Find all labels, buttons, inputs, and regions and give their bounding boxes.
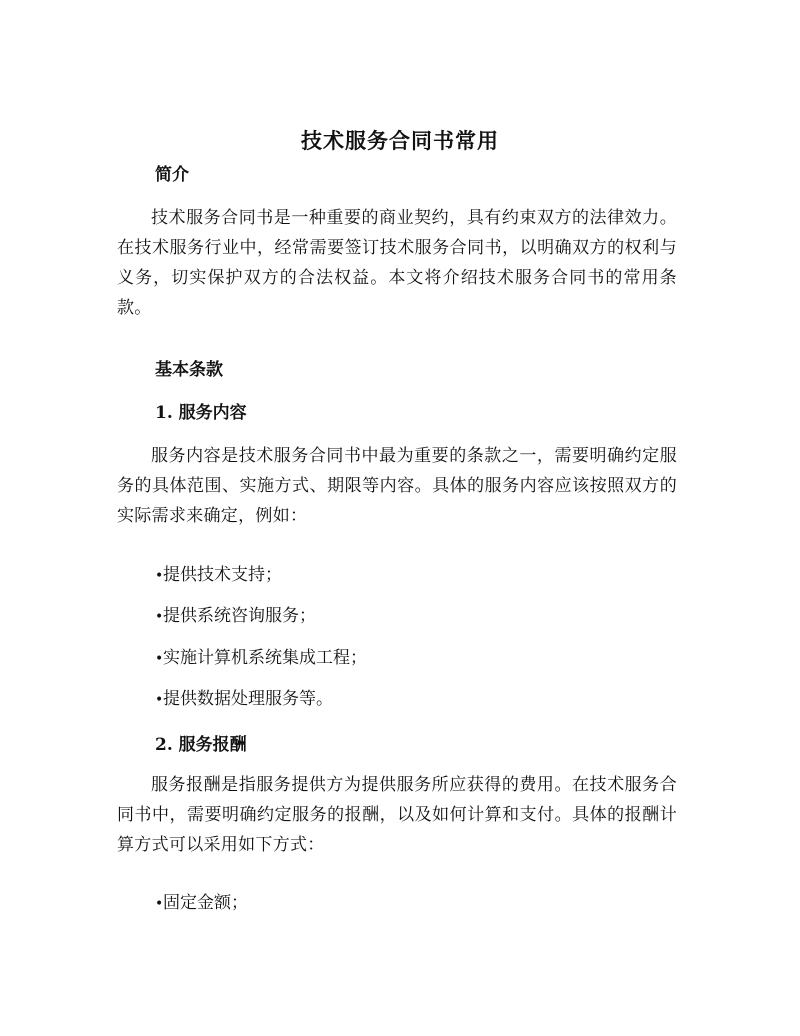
intro-heading: 简介 xyxy=(155,165,189,185)
list-item xyxy=(155,603,316,630)
bullet-icon: • xyxy=(155,692,164,708)
section-2-paragraph: 服务报酬是指服务提供方为提供服务所应获得的费用。在技术服务合同书中，需要明确约定服务的报酬，以及如何计算和支付。具体的报酬计算方式可以采用如下方式： xyxy=(117,775,677,855)
document-title: 技术服务合同书常用 xyxy=(301,128,499,153)
bullet-icon: • xyxy=(155,896,164,912)
section-2-heading: 2. 服务报酬 xyxy=(155,735,247,755)
section-1-heading: 1. 服务内容 xyxy=(155,403,247,423)
basic-terms-heading: 基本条款 xyxy=(155,360,223,380)
list-item-text: 固定金额； xyxy=(163,893,248,913)
list-item-text: 提供系统咨询服务； xyxy=(163,606,316,626)
section-1-paragraph: 服务内容是技术服务合同书中最为重要的条款之一，需要明确约定服务的具体范围、实施方式、期限等内容。具体的服务内容应该按照双方的实际需求来确定，例如： xyxy=(117,446,677,526)
list-item xyxy=(155,562,282,589)
bullet-icon: • xyxy=(155,609,164,625)
list-item xyxy=(155,890,248,917)
list-item-text: 提供技术支持； xyxy=(163,565,282,585)
list-item-text: 提供数据处理服务等。 xyxy=(163,689,333,709)
bullet-icon: • xyxy=(155,651,164,667)
list-item xyxy=(155,645,367,672)
bullet-icon: • xyxy=(155,568,164,584)
intro-paragraph: 技术服务合同书是一种重要的商业契约，具有约束双方的法律效力。在技术服务行业中，经常需要签订技术服务合同书，以明确双方的权利与义务，切实保护双方的合法权益。本文将介绍技术服务合同书的常用条款。 xyxy=(117,208,677,318)
list-item-text: 实施计算机系统集成工程； xyxy=(163,648,367,668)
list-item xyxy=(155,686,333,713)
